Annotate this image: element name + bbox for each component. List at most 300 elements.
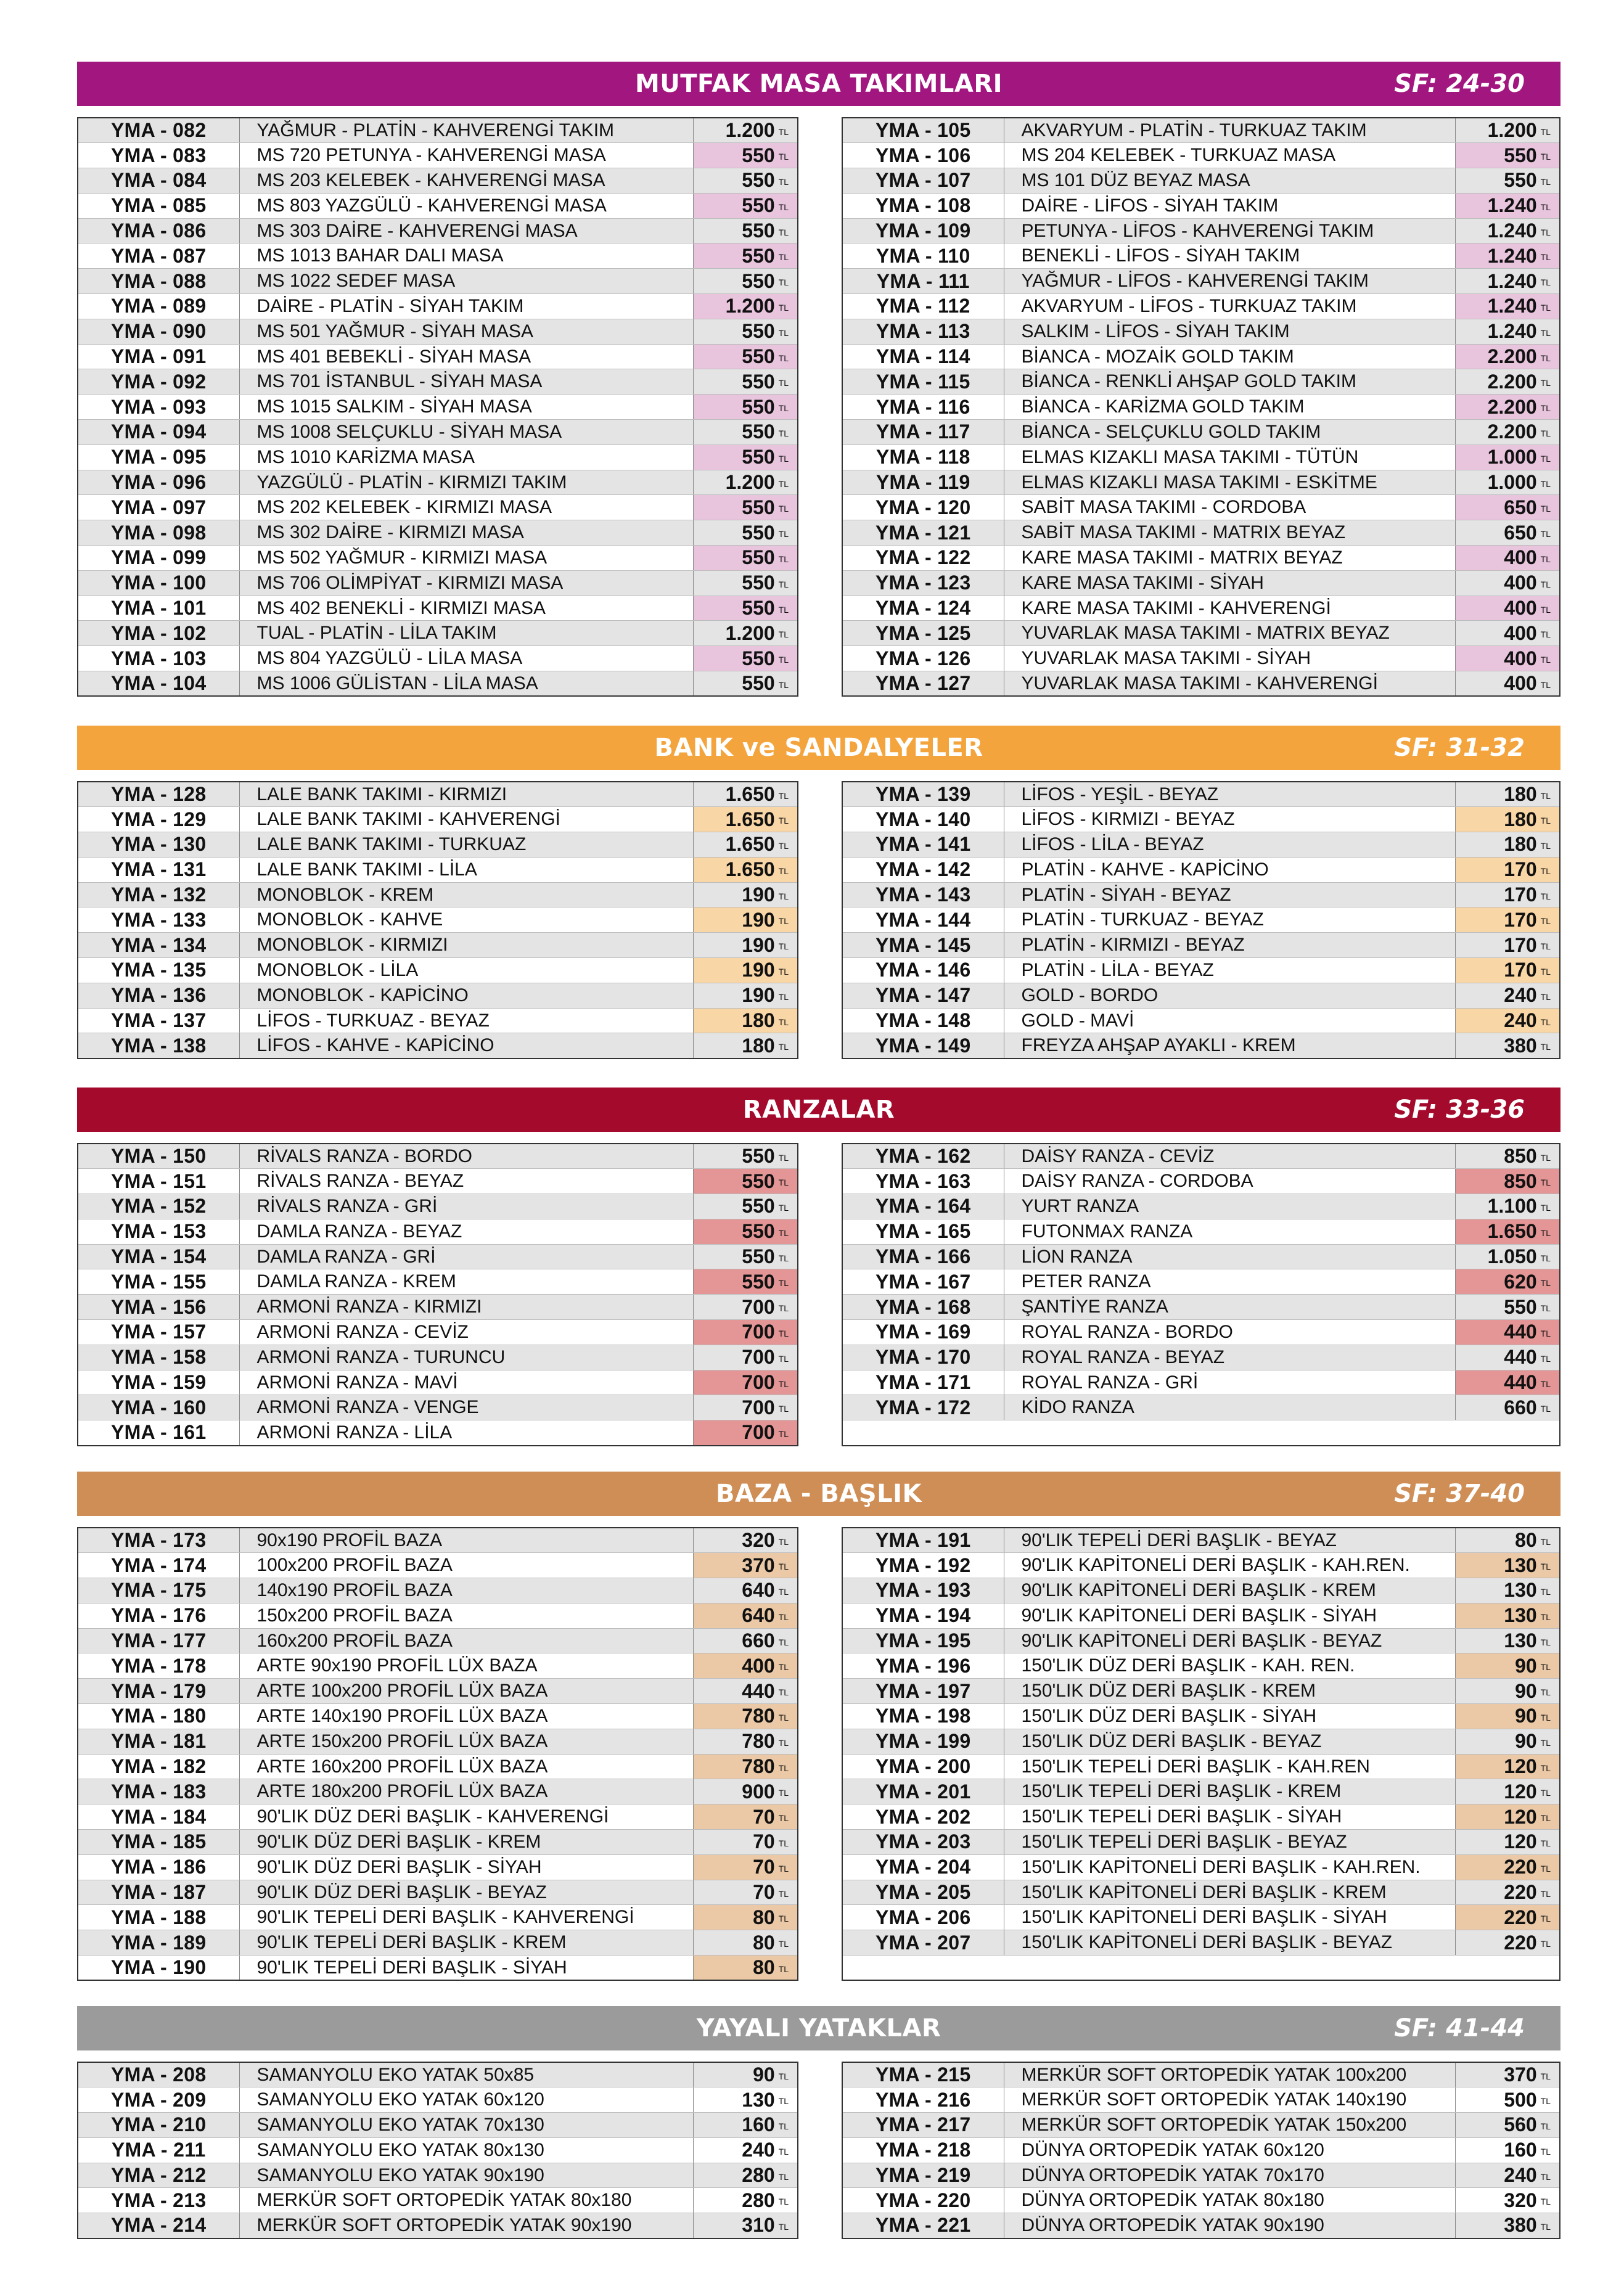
currency-label: TL (1540, 1203, 1551, 1213)
product-price (1455, 1144, 1560, 1169)
product-code: YMA - 192 (842, 1553, 1004, 1578)
price-value: 180 (1504, 808, 1537, 830)
table-row (842, 1528, 1560, 1553)
product-price (693, 933, 798, 958)
table-row (842, 1854, 1560, 1880)
currency-label: TL (778, 1152, 789, 1163)
currency-label: TL (778, 841, 789, 851)
product-name: 150'LIK DÜZ DERİ BAŞLIK - SİYAH (1004, 1704, 1455, 1729)
price-value: 130 (1504, 1579, 1537, 1602)
price-value: 2.200 (1487, 345, 1537, 368)
product-code: YMA - 220 (842, 2188, 1004, 2213)
price-value: 550 (742, 194, 775, 217)
price-value: 550 (742, 1270, 775, 1293)
table-row (78, 1295, 798, 1320)
currency-label: TL (778, 1763, 789, 1773)
product-code: YMA - 153 (78, 1219, 239, 1244)
product-code: YMA - 127 (842, 671, 1004, 697)
currency-label: TL (1540, 629, 1551, 640)
blank-cell (842, 1420, 1560, 1446)
table-row (78, 1269, 798, 1295)
product-code: YMA - 089 (78, 294, 239, 319)
price-value: 130 (742, 2088, 775, 2111)
product-code: YMA - 147 (842, 983, 1004, 1008)
table-row (78, 1528, 798, 1553)
product-price (693, 344, 798, 369)
table-row (842, 1219, 1560, 1244)
product-code: YMA - 154 (78, 1244, 239, 1269)
product-price (693, 495, 798, 520)
currency-label: TL (1540, 1562, 1551, 1572)
product-code: YMA - 194 (842, 1603, 1004, 1628)
price-value: 550 (742, 1220, 775, 1243)
product-price (693, 782, 798, 807)
table-row (842, 1194, 1560, 1219)
product-price (693, 218, 798, 244)
table-row (842, 882, 1560, 907)
currency-label: TL (1540, 152, 1551, 162)
table-row (842, 596, 1560, 621)
table-row (842, 2087, 1560, 2113)
product-price (1455, 671, 1560, 697)
price-value: 220 (1504, 1881, 1537, 1904)
price-value: 500 (1504, 2088, 1537, 2111)
product-code: YMA - 132 (78, 882, 239, 907)
currency-label: TL (1540, 1178, 1551, 1188)
product-name: ARTE 180x200 PROFİL LÜX BAZA (239, 1779, 693, 1804)
price-value: 180 (1504, 783, 1537, 806)
product-price (1455, 933, 1560, 958)
product-price (1455, 1880, 1560, 1905)
product-name: 90'LIK KAPİTONELİ DERİ BAŞLIK - KAH.REN. (1004, 1553, 1455, 1578)
product-name: YAĞMUR - LİFOS - KAHVERENGİ TAKIM (1004, 269, 1455, 294)
table-row (78, 168, 798, 194)
table-row (842, 546, 1560, 571)
table-row (78, 1854, 798, 1880)
product-code: YMA - 160 (78, 1395, 239, 1420)
product-name: MONOBLOK - KAPİCİNO (239, 983, 693, 1008)
table-row (78, 1956, 798, 1981)
section-pages: SF: 31-32 (1394, 734, 1525, 762)
currency-label: TL (1540, 1353, 1551, 1364)
currency-label: TL (778, 478, 789, 489)
product-name: DAİSY RANZA - CORDOBA (1004, 1169, 1455, 1194)
table-row (842, 369, 1560, 395)
product-code: YMA - 144 (842, 907, 1004, 933)
table-row (842, 470, 1560, 495)
product-name: MS 803 YAZGÜLÜ - KAHVERENGİ MASA (239, 193, 693, 218)
product-price (1455, 1804, 1560, 1830)
currency-label: TL (778, 2146, 789, 2157)
product-name: YUVARLAK MASA TAKIMI - MATRIX BEYAZ (1004, 621, 1455, 646)
currency-label: TL (778, 1939, 789, 1949)
price-value: 650 (1504, 496, 1537, 518)
price-value: 130 (1504, 1554, 1537, 1576)
product-price (1455, 857, 1560, 882)
product-price (1455, 1008, 1560, 1033)
product-price (1455, 2062, 1560, 2087)
currency-label: TL (778, 1353, 789, 1364)
price-value: 70 (753, 1881, 775, 1904)
table-row (78, 621, 798, 646)
product-price (693, 1194, 798, 1219)
currency-label: TL (778, 277, 789, 288)
product-name: LİFOS - KAHVE - KAPİCİNO (239, 1033, 693, 1059)
product-price (693, 1295, 798, 1320)
price-value: 1.650 (725, 808, 775, 830)
table-row (78, 1905, 798, 1930)
price-value: 220 (1504, 1906, 1537, 1928)
product-code: YMA - 093 (78, 395, 239, 420)
table-row (842, 143, 1560, 168)
table-row (842, 1729, 1560, 1754)
product-code: YMA - 200 (842, 1754, 1004, 1779)
currency-label: TL (1540, 2197, 1551, 2207)
price-value: 1.240 (1487, 269, 1537, 292)
product-code: YMA - 202 (842, 1804, 1004, 1830)
product-price (693, 269, 798, 294)
product-code: YMA - 198 (842, 1704, 1004, 1729)
product-price (693, 2188, 798, 2213)
currency-label: TL (778, 816, 789, 826)
product-code: YMA - 110 (842, 244, 1004, 269)
table-row (78, 1754, 798, 1779)
table-row (842, 1320, 1560, 1345)
product-code: YMA - 187 (78, 1880, 239, 1905)
price-value: 1.240 (1487, 219, 1537, 242)
table-row (842, 319, 1560, 344)
product-price (693, 2137, 798, 2163)
product-price (1455, 983, 1560, 1008)
product-name: DÜNYA ORTOPEDİK YATAK 80x180 (1004, 2188, 1455, 2213)
price-value: 90 (1515, 1730, 1537, 1753)
product-code: YMA - 167 (842, 1269, 1004, 1295)
currency-label: TL (1540, 327, 1551, 338)
product-price (693, 596, 798, 621)
product-name: AKVARYUM - PLATİN - TURKUAZ TAKIM (1004, 118, 1455, 143)
product-code: YMA - 164 (842, 1194, 1004, 1219)
section-banner (77, 1088, 1560, 1132)
product-name: PLATİN - LİLA - BEYAZ (1004, 958, 1455, 983)
table-row (78, 2213, 798, 2239)
currency-label: TL (1540, 1404, 1551, 1414)
table-row (78, 1830, 798, 1855)
table-row (842, 1033, 1560, 1059)
currency-label: TL (1540, 1227, 1551, 1238)
table-row (842, 193, 1560, 218)
product-code: YMA - 085 (78, 193, 239, 218)
price-value: 440 (1504, 1346, 1537, 1369)
product-name: SAMANYOLU EKO YATAK 70x130 (239, 2113, 693, 2138)
table-row (842, 2062, 1560, 2087)
price-value: 240 (742, 2139, 775, 2161)
product-code: YMA - 124 (842, 596, 1004, 621)
price-value: 280 (742, 2164, 775, 2187)
currency-label: TL (1540, 202, 1551, 212)
price-value: 80 (753, 1906, 775, 1928)
price-value: 240 (1504, 984, 1537, 1007)
currency-label: TL (778, 303, 789, 313)
table-row (78, 193, 798, 218)
currency-label: TL (1540, 2221, 1551, 2232)
product-name: MONOBLOK - KIRMIZI (239, 933, 693, 958)
table-row (78, 1679, 798, 1704)
product-name: KARE MASA TAKIMI - KAHVERENGİ (1004, 596, 1455, 621)
currency-label: TL (778, 1227, 789, 1238)
table-row (842, 782, 1560, 807)
price-value: 400 (1504, 546, 1537, 569)
product-code: YMA - 183 (78, 1779, 239, 1804)
currency-label: TL (778, 453, 789, 464)
price-value: 400 (1504, 571, 1537, 594)
product-code: YMA - 115 (842, 369, 1004, 395)
price-value: 440 (742, 1679, 775, 1702)
price-value: 1.000 (1487, 471, 1537, 494)
price-value: 240 (1504, 2164, 1537, 2187)
table-row (78, 1345, 798, 1370)
table-row (78, 958, 798, 983)
product-code: YMA - 100 (78, 570, 239, 596)
price-value: 850 (1504, 1145, 1537, 1168)
product-code: YMA - 175 (78, 1578, 239, 1604)
table-row (78, 1219, 798, 1244)
currency-label: TL (1540, 1713, 1551, 1723)
product-name: SAMANYOLU EKO YATAK 80x130 (239, 2137, 693, 2163)
price-value: 1.200 (725, 295, 775, 317)
price-value: 80 (1515, 1529, 1537, 1552)
product-name: ARMONİ RANZA - LİLA (239, 1420, 693, 1446)
product-price (1455, 193, 1560, 218)
currency-label: TL (1540, 177, 1551, 187)
currency-label: TL (1540, 2171, 1551, 2182)
currency-label: TL (778, 2096, 789, 2107)
currency-label: TL (778, 1662, 789, 1673)
product-code: YMA - 155 (78, 1269, 239, 1295)
table-row (842, 1269, 1560, 1295)
currency-label: TL (778, 378, 789, 388)
price-value: 560 (1504, 2113, 1537, 2136)
product-code: YMA - 205 (842, 1880, 1004, 1905)
table-row (78, 933, 798, 958)
currency-label: TL (778, 1203, 789, 1213)
product-code: YMA - 117 (842, 420, 1004, 445)
product-code: YMA - 206 (842, 1905, 1004, 1930)
product-code: YMA - 136 (78, 983, 239, 1008)
product-code: YMA - 189 (78, 1930, 239, 1956)
product-code: YMA - 217 (842, 2113, 1004, 2138)
currency-label: TL (778, 2197, 789, 2207)
product-price (693, 168, 798, 194)
price-value: 370 (742, 1554, 775, 1576)
product-name: AKVARYUM - LİFOS - TURKUAZ TAKIM (1004, 294, 1455, 319)
product-price (693, 1395, 798, 1420)
product-code: YMA - 209 (78, 2087, 239, 2113)
product-code: YMA - 135 (78, 958, 239, 983)
price-value: 310 (742, 2214, 775, 2237)
product-price (1455, 807, 1560, 832)
product-code: YMA - 120 (842, 495, 1004, 520)
price-value: 550 (742, 420, 775, 443)
product-name: SABİT MASA TAKIMI - CORDOBA (1004, 495, 1455, 520)
product-price (1455, 143, 1560, 168)
product-name: ELMAS KIZAKLI MASA TAKIMI - TÜTÜN (1004, 444, 1455, 470)
product-price (1455, 1830, 1560, 1855)
product-price (693, 1033, 798, 1059)
product-code: YMA - 119 (842, 470, 1004, 495)
table-row (842, 1653, 1560, 1679)
currency-label: TL (778, 1253, 789, 1263)
table-row (78, 420, 798, 445)
currency-label: TL (778, 1863, 789, 1874)
table-row (842, 168, 1560, 194)
currency-label: TL (1540, 2146, 1551, 2157)
product-name: GOLD - MAVİ (1004, 1008, 1455, 1033)
product-price (693, 470, 798, 495)
product-name: MERKÜR SOFT ORTOPEDİK YATAK 80x180 (239, 2188, 693, 2213)
table-row (842, 118, 1560, 143)
product-code: YMA - 082 (78, 118, 239, 143)
product-code: YMA - 101 (78, 596, 239, 621)
product-code: YMA - 114 (842, 344, 1004, 369)
table-row (842, 1144, 1560, 1169)
product-code: YMA - 182 (78, 1754, 239, 1779)
price-value: 120 (1504, 1830, 1537, 1853)
currency-label: TL (1540, 790, 1551, 801)
product-name: LİFOS - TURKUAZ - BEYAZ (239, 1008, 693, 1033)
table-row (842, 1295, 1560, 1320)
table-row (842, 1169, 1560, 1194)
currency-label: TL (778, 1404, 789, 1414)
currency-label: TL (1540, 1763, 1551, 1773)
product-name: ARMONİ RANZA - MAVİ (239, 1370, 693, 1395)
section-pages: SF: 24-30 (1394, 70, 1525, 98)
product-name: MERKÜR SOFT ORTOPEDİK YATAK 140x190 (1004, 2087, 1455, 2113)
table-row (78, 319, 798, 344)
table-row (842, 1754, 1560, 1779)
price-value: 70 (753, 1830, 775, 1853)
table-row (842, 1905, 1560, 1930)
table-row (78, 857, 798, 882)
product-code: YMA - 157 (78, 1320, 239, 1345)
product-price (693, 570, 798, 596)
currency-label: TL (1540, 1863, 1551, 1874)
table-row (78, 444, 798, 470)
price-table-left (77, 781, 798, 1059)
table-row (78, 1729, 798, 1754)
section-baza (77, 1472, 1560, 1979)
table-row (842, 621, 1560, 646)
product-price (693, 1754, 798, 1779)
product-code: YMA - 122 (842, 546, 1004, 571)
currency-label: TL (778, 1713, 789, 1723)
table-row (78, 1553, 798, 1578)
price-value: 2.200 (1487, 395, 1537, 418)
product-code: YMA - 172 (842, 1395, 1004, 1420)
product-name: 90'LIK TEPELİ DERİ BAŞLIK - BEYAZ (1004, 1528, 1455, 1553)
currency-label: TL (1540, 428, 1551, 438)
price-value: 1.000 (1487, 446, 1537, 469)
table-row (78, 1320, 798, 1345)
price-value: 550 (742, 1195, 775, 1218)
product-price (693, 1956, 798, 1981)
table-row (78, 344, 798, 369)
product-price (693, 294, 798, 319)
blank-row (842, 1956, 1560, 1981)
price-value: 2.200 (1487, 370, 1537, 393)
table-row (842, 832, 1560, 858)
section-banner (77, 62, 1560, 106)
product-code: YMA - 204 (842, 1854, 1004, 1880)
product-code: YMA - 095 (78, 444, 239, 470)
blank-cell (842, 1956, 1560, 1981)
product-price (693, 1345, 798, 1370)
currency-label: TL (1540, 1587, 1551, 1597)
product-name: MS 202 KELEBEK - KIRMIZI MASA (239, 495, 693, 520)
product-price (1455, 1653, 1560, 1679)
currency-label: TL (1540, 1017, 1551, 1027)
currency-label: TL (778, 227, 789, 237)
product-code: YMA - 088 (78, 269, 239, 294)
product-name: MS 204 KELEBEK - TURKUAZ MASA (1004, 143, 1455, 168)
product-name: ROYAL RANZA - BORDO (1004, 1320, 1455, 1345)
product-price (1455, 1370, 1560, 1395)
product-price (693, 395, 798, 420)
product-code: YMA - 109 (842, 218, 1004, 244)
currency-label: TL (1540, 2071, 1551, 2081)
currency-label: TL (778, 1428, 789, 1439)
table-row (78, 269, 798, 294)
product-price (693, 882, 798, 907)
product-code: YMA - 146 (842, 958, 1004, 983)
table-row (842, 1370, 1560, 1395)
product-price (1455, 1345, 1560, 1370)
currency-label: TL (1540, 529, 1551, 539)
product-name: 150'LIK DÜZ DERİ BAŞLIK - KREM (1004, 1679, 1455, 1704)
product-code: YMA - 176 (78, 1603, 239, 1628)
table-row (78, 882, 798, 907)
price-value: 280 (742, 2189, 775, 2211)
product-name: LİON RANZA (1004, 1244, 1455, 1269)
table-row (842, 1704, 1560, 1729)
product-price (1455, 520, 1560, 546)
product-name: PLATİN - KAHVE - KAPİCİNO (1004, 857, 1455, 882)
table-row (78, 369, 798, 395)
currency-label: TL (1540, 1378, 1551, 1389)
table-row (78, 2062, 798, 2087)
product-code: YMA - 123 (842, 570, 1004, 596)
product-price (693, 958, 798, 983)
product-code: YMA - 165 (842, 1219, 1004, 1244)
product-price (1455, 596, 1560, 621)
table-row (78, 470, 798, 495)
section-title: RANZALAR (742, 1096, 895, 1124)
product-name: ARTE 140x190 PROFİL LÜX BAZA (239, 1704, 693, 1729)
product-price (1455, 882, 1560, 907)
section-title: BAZA - BAŞLIK (716, 1480, 922, 1508)
product-code: YMA - 159 (78, 1370, 239, 1395)
product-price (1455, 1930, 1560, 1956)
price-table-left (77, 1527, 798, 1981)
product-name: RİVALS RANZA - BEYAZ (239, 1169, 693, 1194)
table-row (842, 420, 1560, 445)
currency-label: TL (778, 327, 789, 338)
product-price (693, 1679, 798, 1704)
currency-label: TL (1540, 1813, 1551, 1824)
price-value: 90 (753, 2063, 775, 2086)
price-value: 70 (753, 1856, 775, 1878)
product-name: 90x190 PROFİL BAZA (239, 1528, 693, 1553)
product-name: RİVALS RANZA - GRİ (239, 1194, 693, 1219)
